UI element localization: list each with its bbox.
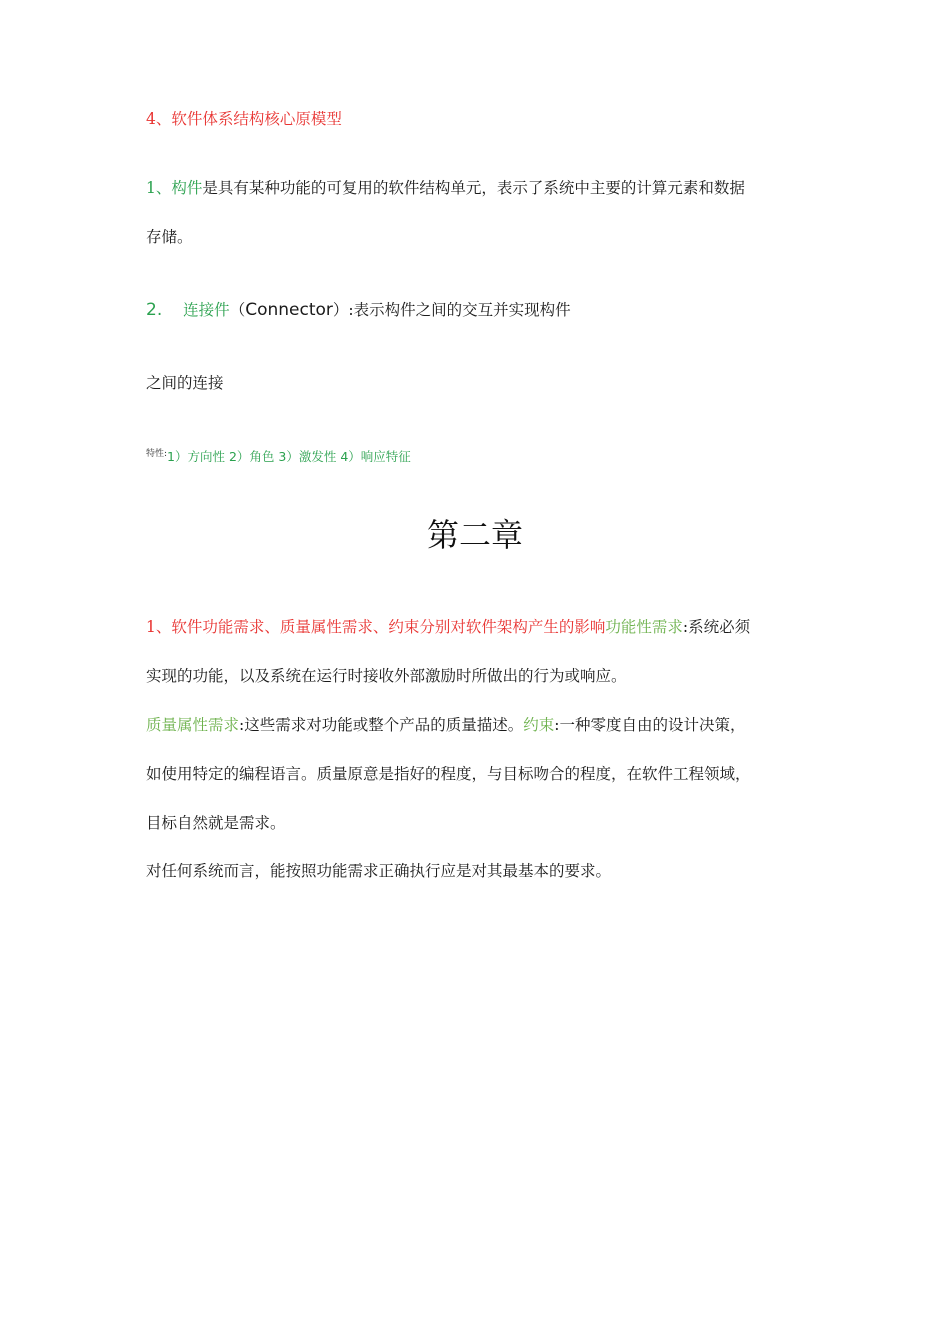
section-heading-text: 4、软件体系结构核心原模型: [146, 110, 342, 128]
chapter-body-line6-text: 对任何系统而言，能按照功能需求正确执行应是对其最基本的要求。: [146, 862, 612, 880]
constraint-text: :一种零度自由的设计决策，: [554, 716, 746, 734]
chapter-body-line4-text: 如使用特定的编程语言。质量原意是指好的程度，与目标吻合的程度，在软件工程领域，: [146, 765, 751, 783]
functional-requirement-term: 功能性需求: [605, 618, 683, 636]
connector-definition-line1: [146, 302, 571, 319]
functional-requirement-text1: :系统必须: [682, 618, 751, 636]
chapter-body-line2: [146, 669, 627, 685]
chapter-body-line5-text: 目标自然就是需求。: [146, 814, 286, 832]
connector-text1: :表示构件之间的交互并实现构件: [348, 301, 571, 319]
component-term: 构件: [171, 179, 203, 197]
connector-text2: 之间的连接: [146, 374, 224, 392]
quality-requirement-term: 质量属性需求: [146, 716, 240, 734]
chapter-body-line1: [146, 620, 750, 636]
chapter-title: 第二章: [426, 516, 523, 554]
connector-number: 2.: [146, 300, 163, 320]
features-items: 1）方向性 2）角色 3）激发性 4）响应特征: [167, 449, 411, 464]
component-prefix: 1、: [146, 179, 172, 197]
section-heading: [146, 112, 342, 128]
functional-requirement-text2: 实现的功能，以及系统在运行时接收外部激励时所做出的行为或响应。: [146, 667, 627, 685]
quality-requirement-text: :这些需求对功能或整个产品的质量描述。: [239, 716, 524, 734]
chapter-body-line5: [146, 816, 286, 832]
constraint-term: 约束: [523, 716, 555, 734]
connector-definition-line2: [146, 376, 224, 392]
features-label: 特性:: [146, 449, 168, 459]
component-definition-line2: [146, 230, 193, 246]
connector-english: Connector: [245, 300, 333, 320]
component-text1: 是具有某种功能的可复用的软件结构单元，表示了系统中主要的计算元素和数据: [202, 179, 745, 197]
component-text2: 存储。: [146, 228, 193, 246]
features-line: [146, 449, 411, 465]
connector-paren-close: ）: [332, 301, 349, 319]
chapter-body-line4: [146, 767, 751, 783]
connector-paren-open: （: [229, 301, 246, 319]
chapter-body-line3: [146, 718, 746, 734]
component-definition-line1: [146, 181, 745, 197]
connector-term: 连接件: [183, 301, 230, 319]
chapter-body-line6: [146, 864, 611, 880]
chapter-body-heading: 1、软件功能需求、质量属性需求、约束分别对软件架构产生的影响: [146, 618, 606, 636]
